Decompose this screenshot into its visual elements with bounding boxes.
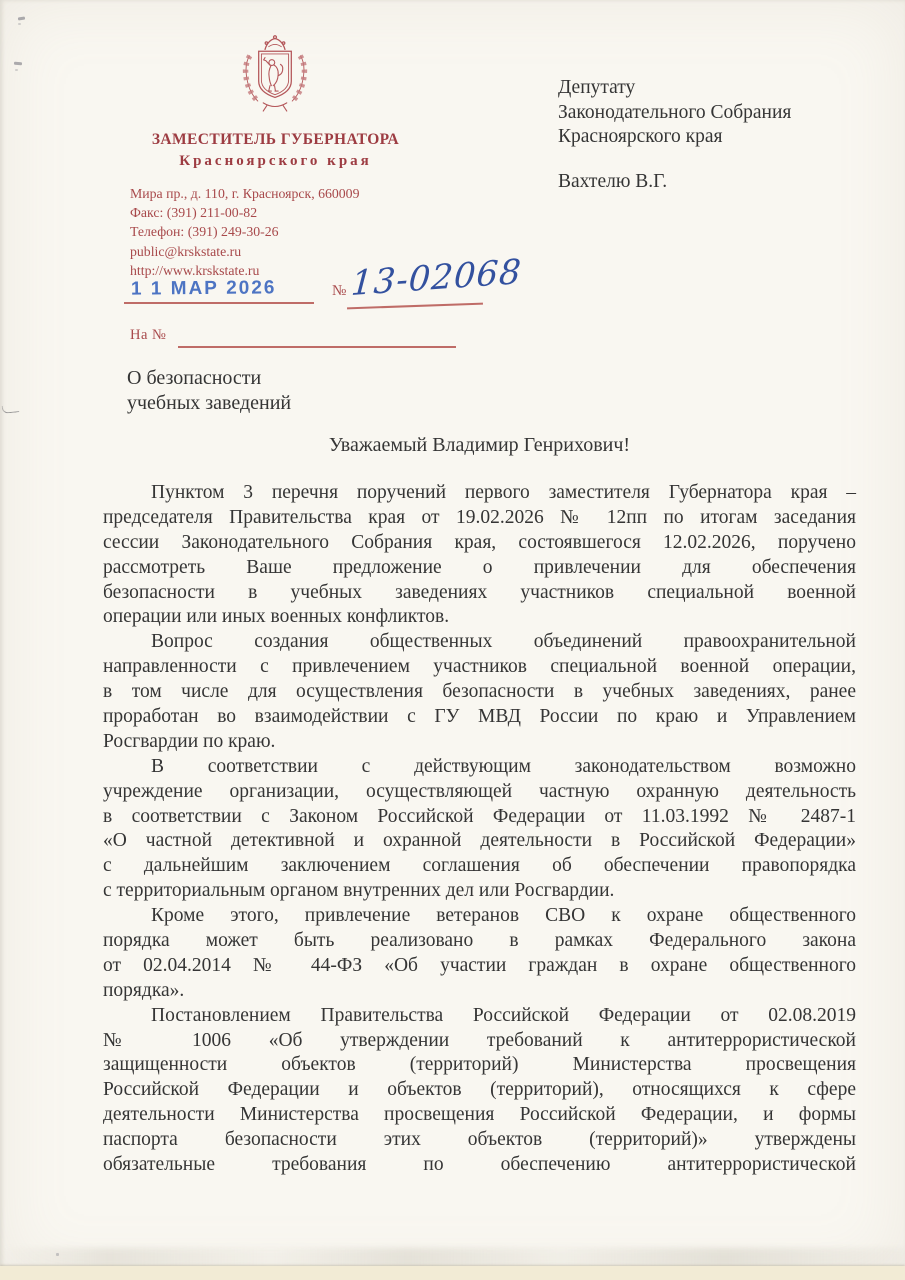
- body-line: В соответствии с действующим законодательством возможно: [151, 755, 856, 777]
- body-line: сессии Законодательного Собрания края, состоявшегося 12.02.2026, поручено: [103, 531, 856, 553]
- reply-reference-label: На №: [130, 327, 167, 343]
- krasnoyarsk-coat-of-arms-icon: [225, 34, 325, 126]
- body-line: от 02.04.2014 № 44-ФЗ «Об участии граждан в охране общественного: [103, 954, 856, 976]
- scan-speck: [14, 62, 22, 66]
- address-line: http://www.krskstate.ru: [130, 262, 260, 278]
- body-line: обязательные требования по обеспечению антитеррористической: [103, 1154, 856, 1176]
- recipient-line: Законодательного Собрания: [558, 101, 792, 123]
- body-line: «О частной детективной и охранной деятельности в Российской Федерации»: [103, 830, 856, 852]
- recipient-line: Депутату: [558, 77, 636, 98]
- recipient-block: [558, 76, 791, 150]
- subject-block: [127, 366, 291, 416]
- body-line: Постановлением Правительства Российской Федерации от 02.08.2019: [151, 1004, 856, 1026]
- date-underline: [124, 302, 314, 304]
- body-line: в том числе для осуществления безопасности в учебных заведениях, ранее: [103, 681, 856, 703]
- scan-speck: [18, 17, 25, 21]
- body-line: Пунктом 3 перечня поручений первого заместителя Губернатора края –: [151, 482, 856, 503]
- body-line: рассмотреть Ваше предложение о привлечении для обеспечения: [103, 556, 856, 578]
- address-line: Мира пр., д. 110, г. Красноярск, 660009: [130, 186, 360, 201]
- body-line: безопасности в учебных заведениях участников специальной военной: [103, 581, 856, 603]
- subject-line: учебных заведений: [127, 392, 292, 414]
- body-line: направленности с привлечением участников специальной военной операции,: [103, 656, 856, 678]
- subject-line: О безопасности: [127, 367, 262, 389]
- address-line: Телефон: (391) 249-30-26: [130, 224, 279, 240]
- date-stamp: 1 1 МАР 2026: [130, 277, 277, 300]
- scan-speck: [56, 1253, 59, 1256]
- body-line: учреждение организации, осуществляющей частную охранную деятельность: [103, 780, 856, 802]
- number-underline: [347, 303, 483, 310]
- reply-reference-underline: [178, 346, 456, 348]
- sender-address-block: [130, 184, 359, 280]
- body-line: порядка».: [103, 979, 185, 1001]
- body-line: № 1006 «Об утверждении требований к антитеррористической: [103, 1029, 856, 1051]
- letter-body: [103, 481, 856, 1178]
- sender-title-line2: Красноярского края: [179, 153, 372, 169]
- scan-speck: [18, 23, 21, 25]
- address-line: Факс: (391) 211-00-82: [130, 205, 258, 221]
- body-line: операции или иных военных конфликтов.: [103, 606, 450, 628]
- body-line: в соответствии с Законом Российской Федерации от 11.03.1992 № 2487-1: [103, 805, 856, 827]
- paper-bottom-edge: [0, 1266, 905, 1280]
- body-line: с территориальным органом внутренних дел или Росгвардии.: [103, 880, 615, 902]
- body-line: порядка может быть реализовано в рамках Федерального закона: [103, 930, 856, 952]
- body-line: Вопрос создания общественных объединений правоохранительной: [151, 631, 856, 653]
- body-line: паспорта безопасности этих объектов (территорий)» утверждены: [103, 1129, 856, 1151]
- salutation: Уважаемый Владимир Генрихович!: [328, 434, 631, 456]
- pencil-mark: [2, 404, 20, 414]
- body-line: председателя Правительства края от 19.02.2026 № 12пп по итогам заседания: [103, 506, 856, 528]
- body-line: деятельности Министерства просвещения Российской Федерации, и формы: [103, 1104, 856, 1126]
- sender-title-line1: ЗАМЕСТИТЕЛЬ ГУБЕРНАТОРА: [151, 131, 400, 148]
- address-line: public@krskstate.ru: [130, 243, 242, 259]
- body-line: защищенности объектов (территорий) Министерства просвещения: [103, 1054, 856, 1076]
- recipient-line: Красноярского края: [558, 126, 723, 147]
- scan-speck: [15, 69, 18, 71]
- handwritten-number: 13-02068: [349, 251, 524, 305]
- scan-shadow: [0, 1248, 905, 1267]
- body-line: проработан во взаимодействии с ГУ МВД России по краю и Управлением: [103, 706, 856, 728]
- body-line: Российской Федерации и объектов (территорий), относящихся к сфере: [103, 1079, 856, 1101]
- body-line: Кроме этого, привлечение ветеранов СВО к охране общественного: [151, 905, 856, 927]
- number-label: №: [332, 283, 347, 299]
- body-line: Росгвардии по краю.: [103, 730, 276, 752]
- recipient-name: Вахтелю В.Г.: [558, 171, 668, 192]
- body-line: с дальнейшим заключением соглашения об обеспечении правопорядка: [103, 855, 856, 877]
